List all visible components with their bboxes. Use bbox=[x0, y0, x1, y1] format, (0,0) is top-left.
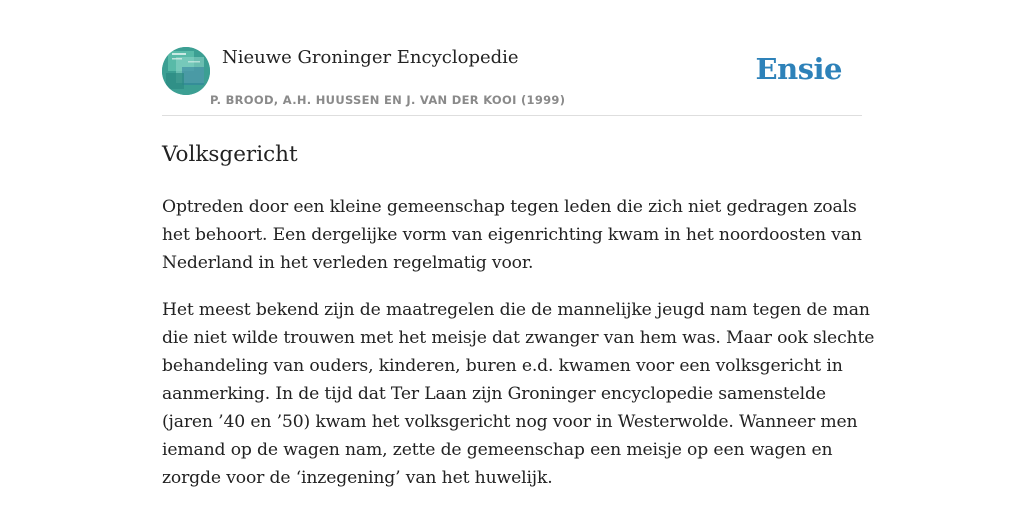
book-header bbox=[162, 46, 862, 116]
entry-paragraph bbox=[162, 296, 875, 492]
paragraph-line: Nederland in het verleden regelmatig voor. bbox=[162, 253, 534, 273]
paragraph-line: (jaren ’40 en ’50) kwam het volksgericht nog voor in Westerwolde. Wanneer men bbox=[162, 412, 858, 432]
entry-body bbox=[162, 193, 875, 511]
book-title[interactable]: Nieuwe Groninger Encyclopedie bbox=[222, 47, 519, 68]
book-cover-icon[interactable] bbox=[162, 47, 210, 95]
book-authors: P. BROOD, A.H. HUUSSEN EN J. VAN DER KOOI (1999) bbox=[210, 93, 566, 107]
entry-title: Volksgericht bbox=[162, 142, 298, 167]
ensie-logo-link[interactable]: Ensie bbox=[755, 52, 842, 86]
paragraph-line: zorgde voor de ‘inzegening’ van het huwelijk. bbox=[162, 468, 553, 488]
paragraph-line: het behoort. Een dergelijke vorm van eigenrichting kwam in het noordoosten van bbox=[162, 225, 862, 245]
paragraph-line: aanmerking. In de tijd dat Ter Laan zijn Groninger encyclopedie samenstelde bbox=[162, 384, 826, 404]
paragraph-line: die niet wilde trouwen met het meisje dat zwanger van hem was. Maar ook slechte bbox=[162, 328, 875, 348]
entry-paragraph bbox=[162, 193, 862, 277]
paragraph-line: Het meest bekend zijn de maatregelen die de mannelijke jeugd nam tegen de man bbox=[162, 300, 870, 320]
paragraph-line: Optreden door een kleine gemeenschap tegen leden die zich niet gedragen zoals bbox=[162, 197, 857, 217]
paragraph-line: behandeling van ouders, kinderen, buren e.d. kwamen voor een volksgericht in bbox=[162, 356, 843, 376]
paragraph-line: iemand op de wagen nam, zette de gemeenschap een meisje op een wagen en bbox=[162, 440, 833, 460]
